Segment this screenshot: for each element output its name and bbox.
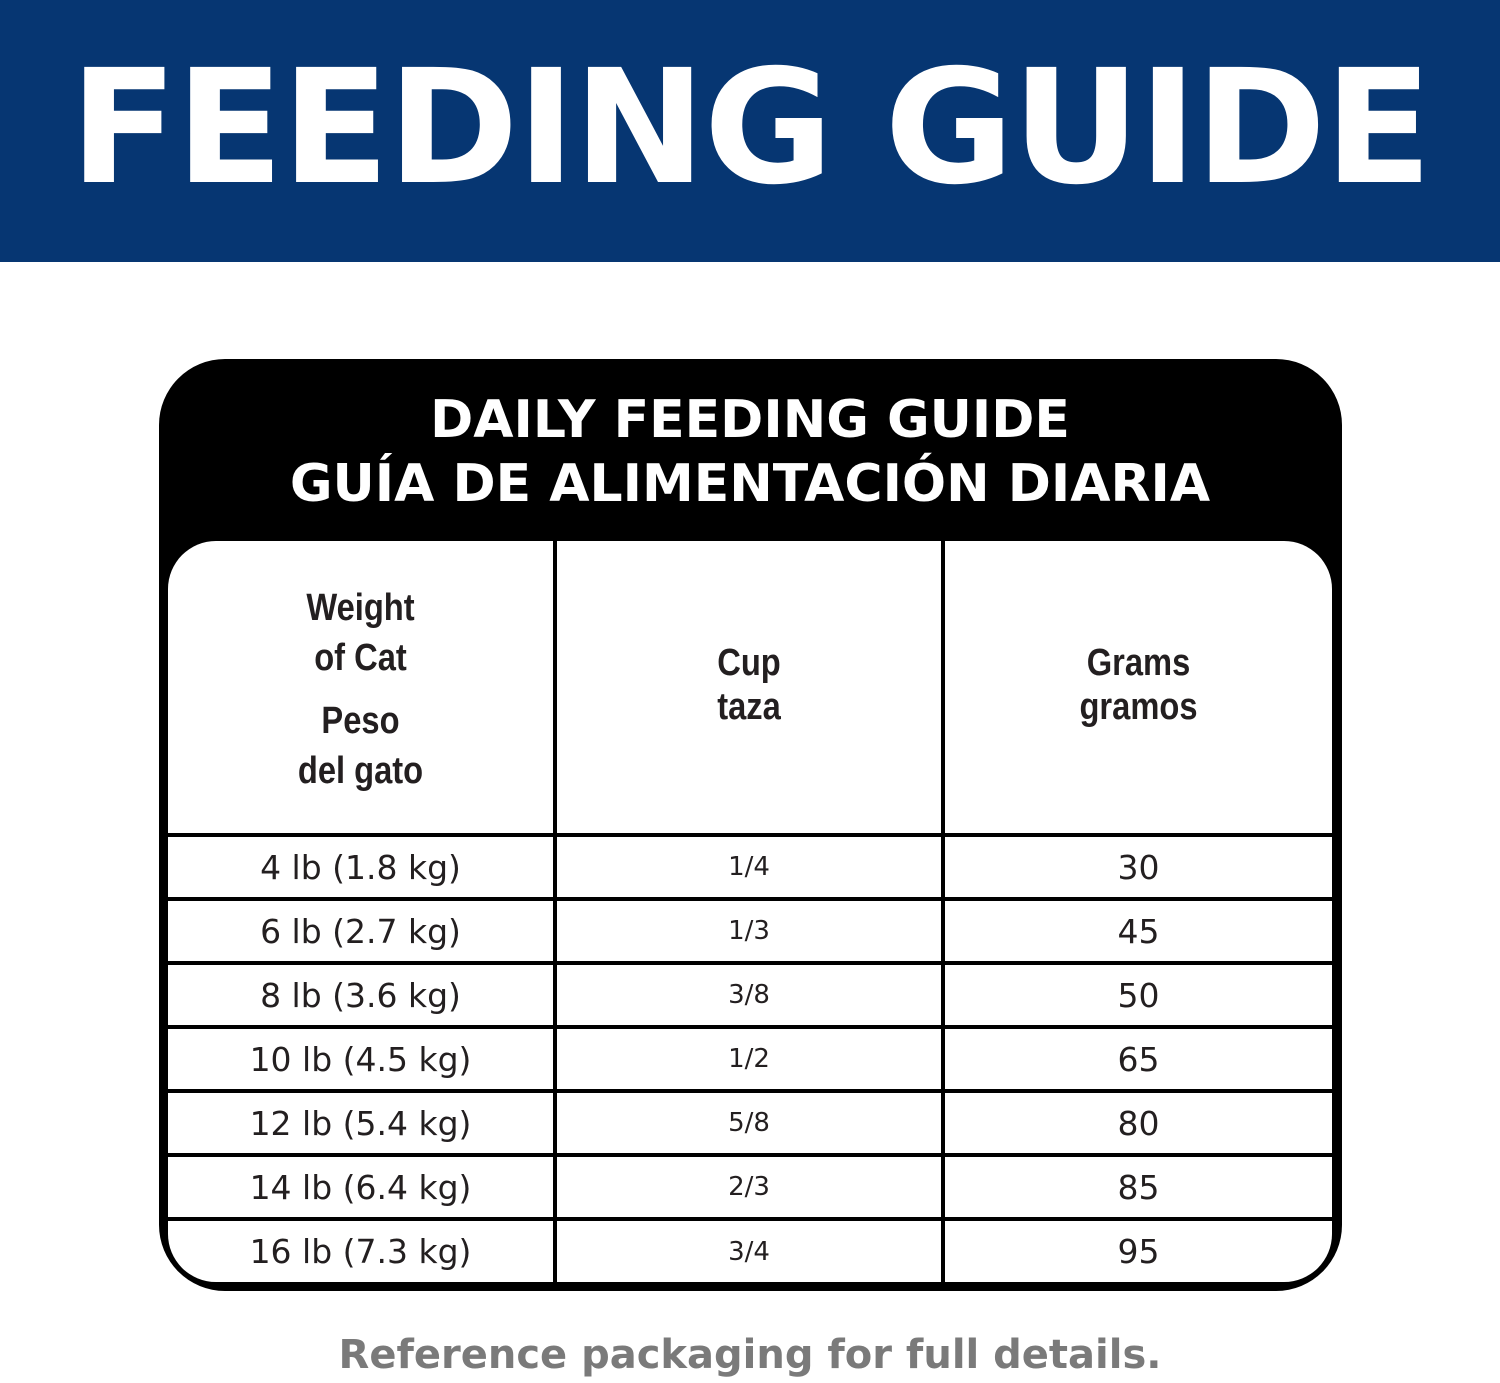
table-cell-grams bbox=[945, 965, 1332, 1025]
cup-value: 3/8 bbox=[728, 980, 770, 1010]
weight-value: 6 lb (2.7 kg) bbox=[260, 911, 461, 951]
header-cell-cup bbox=[557, 541, 941, 833]
cup-value: 1/2 bbox=[728, 1044, 770, 1074]
card-title-english: DAILY FEEDING GUIDE bbox=[430, 390, 1070, 450]
weight-value: 4 lb (1.8 kg) bbox=[260, 847, 461, 887]
table-cell-weight bbox=[168, 901, 553, 961]
table-cell-cup bbox=[557, 1221, 941, 1282]
header-weight-line4: del gato bbox=[297, 750, 424, 792]
weight-value: 8 lb (3.6 kg) bbox=[260, 975, 461, 1015]
header-grams-line1: Grams bbox=[1086, 642, 1191, 684]
table-cell-cup bbox=[557, 1093, 941, 1153]
card-title-spanish: GUÍA DE ALIMENTACIÓN DIARIA bbox=[289, 454, 1211, 514]
header-cell-weight bbox=[168, 541, 553, 833]
table-cell-cup bbox=[557, 1029, 941, 1089]
table-cell-grams bbox=[945, 1029, 1332, 1089]
grams-value: 95 bbox=[1117, 1232, 1160, 1271]
table-cell-cup bbox=[557, 837, 941, 897]
table-cell-cup bbox=[557, 965, 941, 1025]
weight-value: 14 lb (6.4 kg) bbox=[249, 1167, 472, 1207]
weight-value: 10 lb (4.5 kg) bbox=[249, 1039, 472, 1079]
table-cell-grams bbox=[945, 1221, 1332, 1282]
header-cell-grams bbox=[945, 541, 1332, 833]
weight-value: 12 lb (5.4 kg) bbox=[249, 1103, 472, 1143]
table-cell-weight bbox=[168, 1029, 553, 1089]
grams-value: 50 bbox=[1117, 975, 1160, 1015]
feeding-table bbox=[168, 541, 1332, 1282]
grams-value: 85 bbox=[1117, 1167, 1160, 1207]
cup-value: 1/4 bbox=[728, 852, 770, 882]
cup-value: 3/4 bbox=[728, 1236, 770, 1267]
cup-value: 2/3 bbox=[728, 1172, 770, 1202]
table-cell-cup bbox=[557, 901, 941, 961]
header-weight-line1: Weight bbox=[306, 587, 415, 629]
header-cup-line1: Cup bbox=[717, 642, 781, 684]
cup-value: 1/3 bbox=[728, 916, 770, 946]
table-cell-weight bbox=[168, 837, 553, 897]
header-weight-line3: Peso bbox=[321, 700, 400, 742]
table-cell-weight bbox=[168, 1093, 553, 1153]
header-weight-line2: of Cat bbox=[314, 637, 407, 679]
grams-value: 30 bbox=[1117, 847, 1160, 887]
header-cup-line2: taza bbox=[717, 686, 781, 728]
table-cell-weight bbox=[168, 965, 553, 1025]
footnote: Reference packaging for full details. bbox=[338, 1332, 1162, 1378]
weight-value: 16 lb (7.3 kg) bbox=[249, 1232, 472, 1271]
table-cell-grams bbox=[945, 1093, 1332, 1153]
header-grams-line2: gramos bbox=[1079, 686, 1198, 728]
table-cell-weight bbox=[168, 1221, 553, 1282]
table-cell-weight bbox=[168, 1157, 553, 1217]
page-title: FEEDING GUIDE bbox=[69, 36, 1431, 220]
card-title bbox=[0, 388, 1500, 516]
grams-value: 65 bbox=[1117, 1039, 1160, 1079]
table-cell-grams bbox=[945, 837, 1332, 897]
table-cell-grams bbox=[945, 1157, 1332, 1217]
grams-value: 80 bbox=[1117, 1103, 1160, 1143]
cup-value: 5/8 bbox=[728, 1108, 770, 1138]
table-cell-cup bbox=[557, 1157, 941, 1217]
table-cell-grams bbox=[945, 901, 1332, 961]
grams-value: 45 bbox=[1117, 911, 1160, 951]
